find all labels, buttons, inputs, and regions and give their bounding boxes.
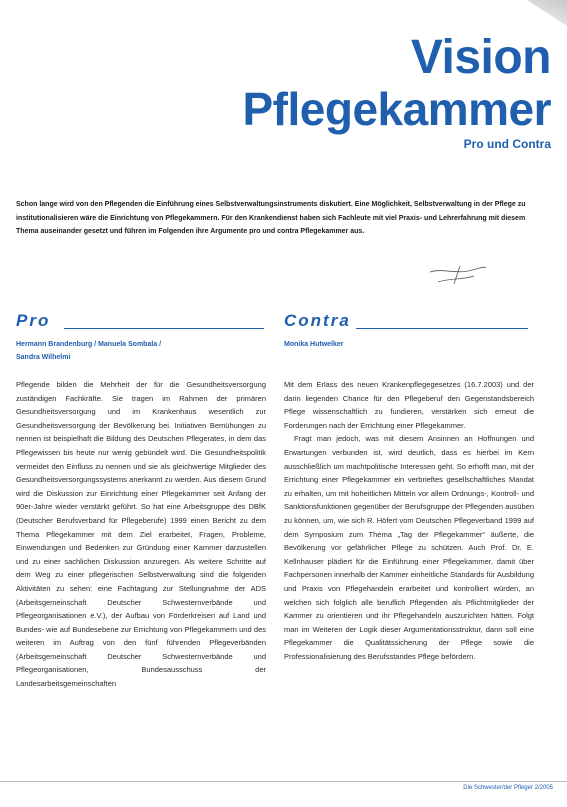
pro-heading: Pro <box>16 311 51 330</box>
contra-authors <box>284 338 534 351</box>
contra-paragraph: Mit dem Erlass des neuen Krankenpflegegesetzes (16.7.2003) und der darin liegenden Chance für den Pflegeberuf den Gegenstandsbereich Pflege wissenschaftlich zu fundieren, verstärken sich erneut die Forderungen nach der Errichtung einer Pflegekammer. <box>284 380 534 430</box>
page-corner-decoration <box>527 0 567 26</box>
footer-rule <box>0 781 567 782</box>
footer-source: Die Schwester/der Pfleger 2/2005 <box>463 785 553 791</box>
pro-heading-rule <box>64 328 264 329</box>
contra-heading-rule <box>356 328 528 329</box>
page-subtitle: Pro und Contra <box>463 137 551 151</box>
pro-body <box>16 378 266 691</box>
pro-authors-line1: Hermann Brandenburg / Manuela Sombala / <box>16 341 162 348</box>
page-title-line1: Vision <box>410 31 551 84</box>
contra-body <box>284 378 534 663</box>
pro-authors <box>16 338 266 364</box>
contra-heading: Contra <box>284 311 351 330</box>
decorative-pen-stroke-icon <box>428 262 488 288</box>
pro-paragraph: Pflegende bilden die Mehrheit der für die Gesundheitsversorgung zuständigen Fachkräfte. Sie tragen im Rahmen der primären Gesundheitsversorgung und im Krankenhaus wesentlich zur Gesundheitsversorgung der Bevölkerung bei. Initiativen Bemühungen zu nennen ist beispielhaft die Bildung des Deutschen Pflegerates, in dem das Pflegewissen bis heute nur wenig gebündelt wird. Die Gesundheitspolitik vermeidet den Einfluss zu nennen und sie als gleichwertige Mitglieder des Gesundheitsversorgungssystems anerkannt zu werden. Aus diesem Grund wird die Diskussion zur Einrichtung einer Pflegekammer seit Anfang der 90er-Jahre wieder verstärkt geführt. So hat eine Arbeitsgruppe des DBfK (Deutscher Berufsverband für Pflegeberufe) 1999 einen Bericht zu dem Thema Pflegekammer mit dem Ziel erarbeitet, Fragen, Probleme, Einwendungen und Bedenken zur Gründung einer Kammer darzustellen und zu einer sachlichen Diskussion anzuregen. Als weitere Schritte auf dem Weg zu einer pflegerischen Selbstverwaltung sind die folgenden Aktivitäten zu sehen: eine Fachtagung zur Stellungnahme der ADS (Arbeitsgemeinschaft Deutscher Schwesternverbände und Pflegeorganisationen e.V.), der Aufbau von Förderkreisen auf Land und Bundes- wie auf Bundesebene zur Errichtung von Pflegekammern und des weiteren im Auftrag von den fünf führenden Pflegeverbänden (Arbeitsgemeinschaft Deutscher Schwesternverbände und Pflegeorganisationen, Bundesausschuss der Landesarbeitsgemeinschaften <box>16 380 266 689</box>
pro-authors-line2: Sandra Wilhelmi <box>16 354 71 361</box>
contra-authors-line1: Monika Hutwelker <box>284 341 344 348</box>
contra-paragraph: Fragt man jedoch, was mit diesem Ansinnen an Hoffnungen und Erwartungen verbunden ist, wird deutlich, dass es hierbei im Kern ausschließlich um machtpolitische Interessen geht. So erhofft man, mit der Errichtung einer Pflegekammer ein verbrieftes gesellschaftliches Mandat zu erhalten, um mit hoheitlichen Mitteln vor allem Ordnungs-, Kontroll- und Sanktionsfunktionen gegenüber der Berufsgruppe der Pflegenden ausüben zu können, um, wie sich R. Höfert vom Deutschen Pflegeverband 1999 auf dem Symposium zum Thema „Tag der Pflegekammer“ äußerte, die Bevölkerung vor gefährlicher Pflege zu schützen. Auch Prof. Dr. E. Kellnhauser plädiert für die Einführung einer Pflegekammer, damit über Fachpersonen innerhalb der Kammer einheitliche Standards für Ausbildung und Praxis von Pflegehandeln erarbeitet und kontrolliert würden, an welchen sich folglich alle beruflich Pflegenden als Pflichtmitglieder der Kammer zu orientieren und ihr Pflegehandeln auszurichten hätten. Folgt man im Weiteren der Logik dieser Argumentationsstruktur, dann soll eine Pflegekammer die Qualitätssicherung der Pflege sowie die Professionalisierung des Berufsstandes Pflege befördern. <box>284 434 534 661</box>
page-title-line2: Pflegekammer <box>242 83 551 135</box>
intro-paragraph: Schon lange wird von den Pflegenden die Einführung eines Selbstverwaltungsinstruments diskutiert. Eine Möglichkeit, Selbstverwaltung in der Pflege zu institutionalisieren wäre die Einrichtung von Pflegekammern. Für den Krankendienst haben sich Fachleute mit viel Praxis- und Lehrerfahrung mit diesem Thema auseinander gesetzt und führen im Folgenden ihre Argumente pro und contra Pflegekammer aus. <box>16 201 526 235</box>
